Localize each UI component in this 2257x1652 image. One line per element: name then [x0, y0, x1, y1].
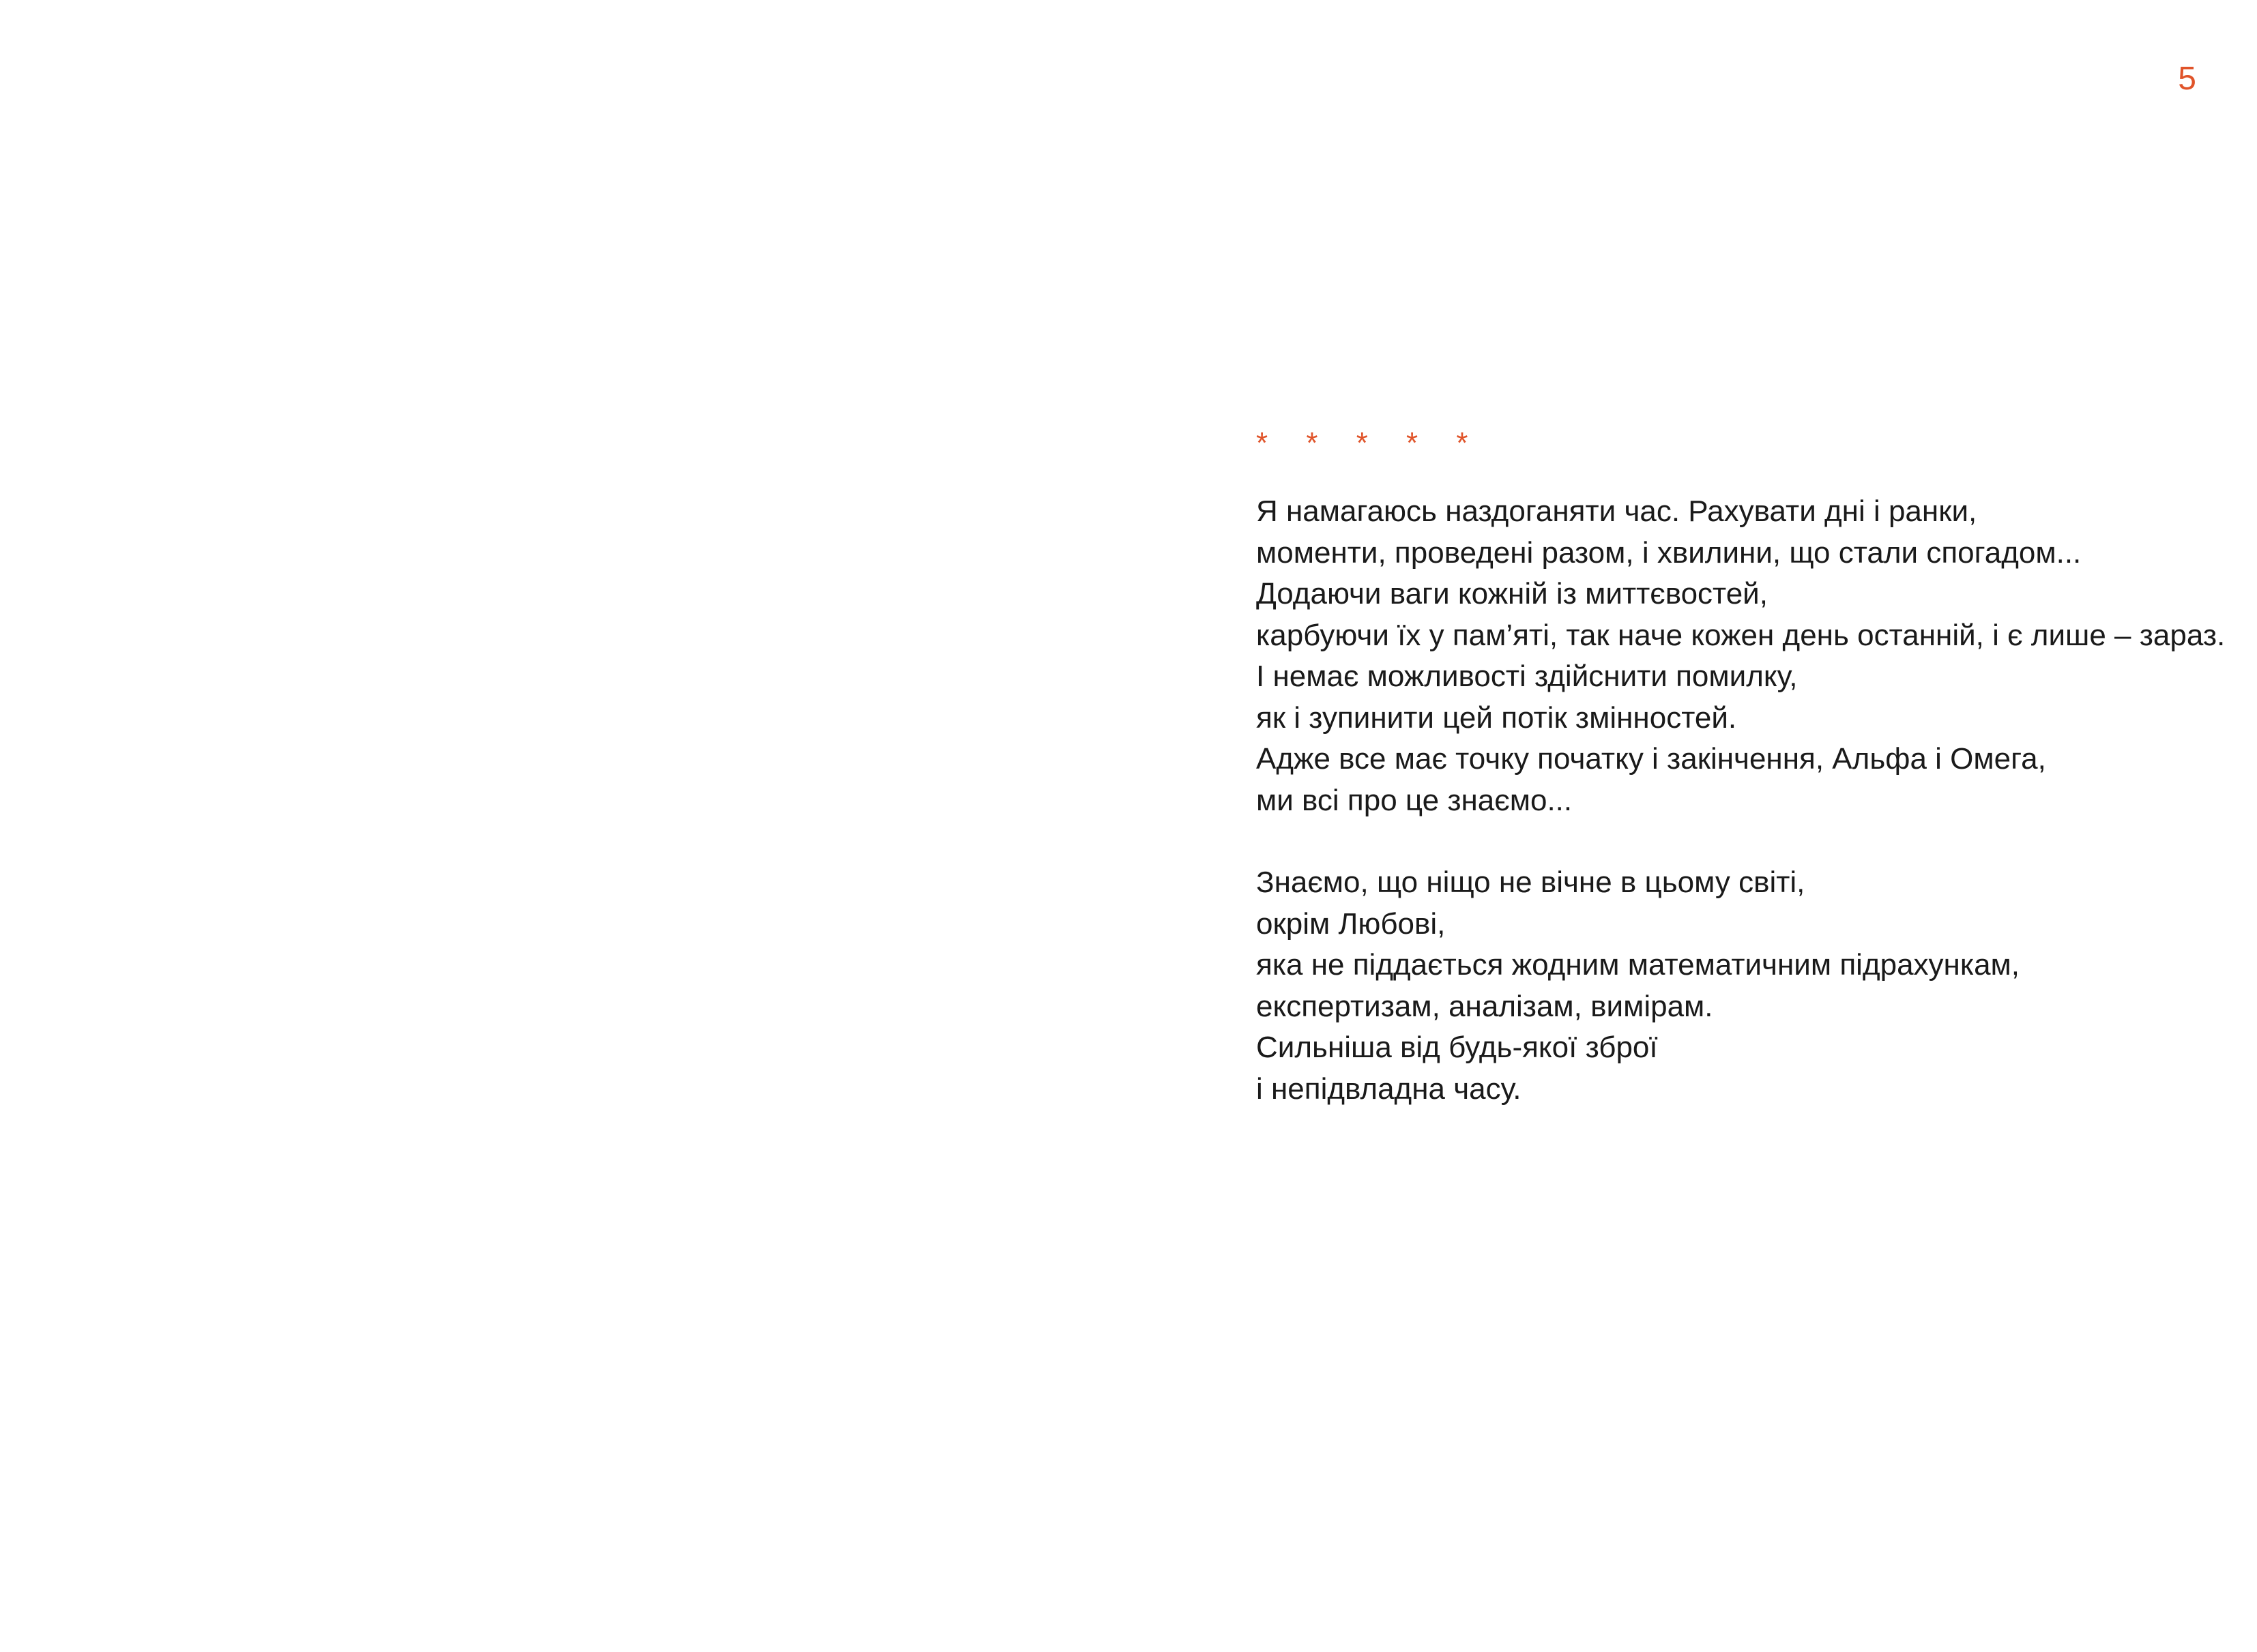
poem-line: карбуючи їх у пам’яті, так наче кожен день останній, і є лише – зараз.: [1256, 618, 2226, 652]
stanza-2: [1256, 862, 2211, 1110]
poem-line: Знаємо, що ніщо не вічне в цьому світі,: [1256, 866, 1805, 899]
poem-line: Я намагаюсь наздоганяти час. Рахувати дні і ранки,: [1256, 495, 1977, 528]
poem-line: Сильніша від будь-якої зброї: [1256, 1031, 1658, 1064]
poem-line: Додаючи ваги кожній із миттєвостей,: [1256, 577, 1768, 610]
page-number: 5: [2178, 61, 2197, 97]
poem-line: яка не піддається жодним математичним підрахункам,: [1256, 948, 2020, 982]
stanza-1: [1256, 491, 2226, 821]
poem-line: моменти, проведені разом, і хвилини, що стали спогадом...: [1256, 535, 2082, 570]
asterism-separator: * * * * *: [1256, 426, 1483, 460]
poem-line: окрім Любові,: [1256, 906, 1446, 941]
poem-line: ми всі про це знаємо...: [1256, 783, 1573, 817]
poem-line: І немає можливості здійснити помилку,: [1256, 660, 1798, 693]
poem: [1256, 426, 2226, 1151]
poem-line: експертизам, аналізам, вимірам.: [1256, 989, 1713, 1023]
poem-line: Адже все має точку початку і закінчення, Альфа і Омега,: [1256, 742, 2046, 776]
poem-line: як і зупинити цей потік змінностей.: [1256, 700, 1737, 735]
poem-line: і непідвладна часу.: [1256, 1072, 1521, 1106]
